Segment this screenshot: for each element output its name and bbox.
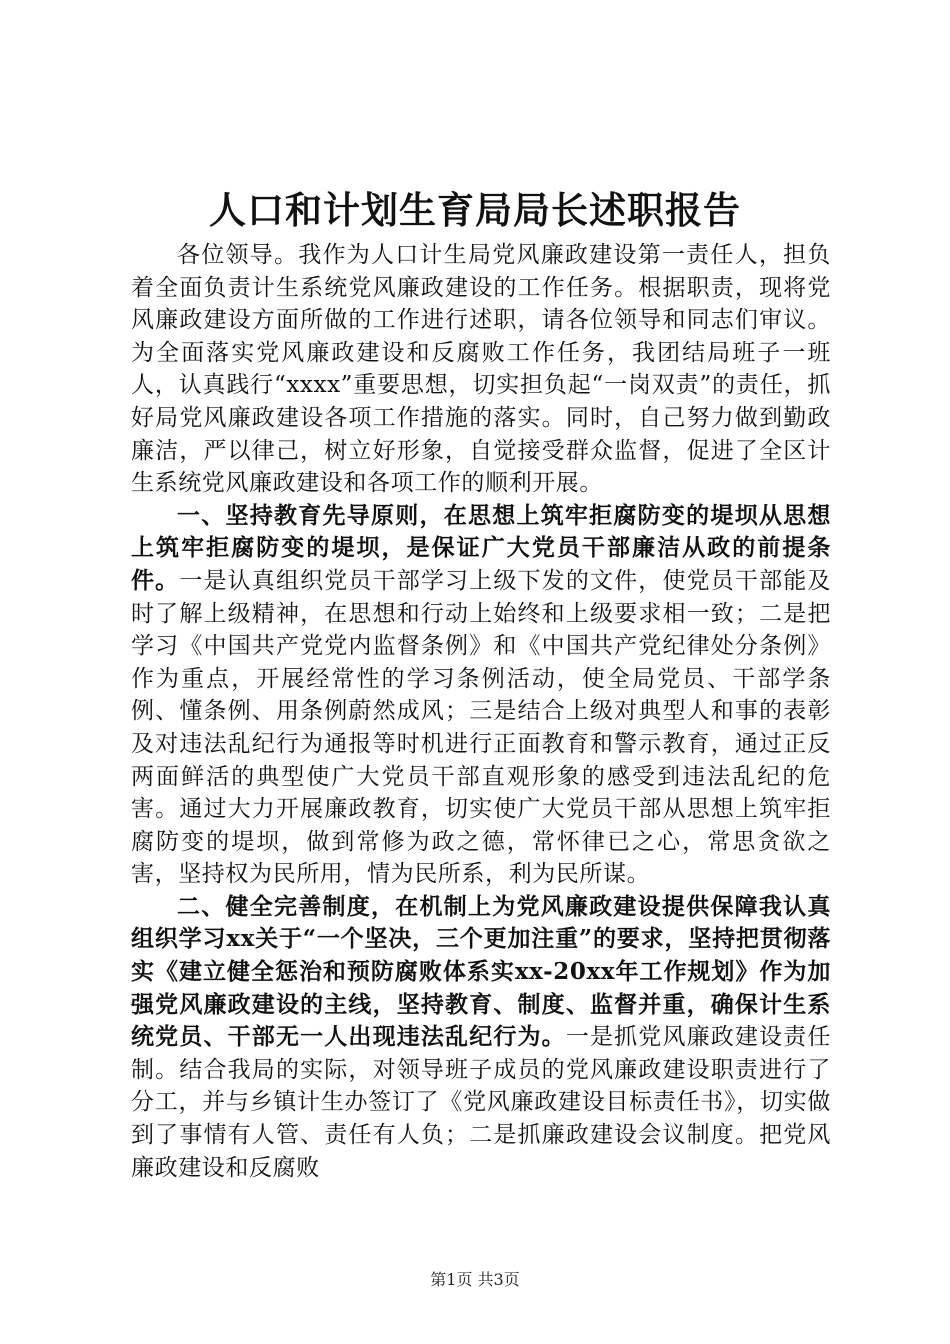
section-1-heading: 一、坚持教育先导原则，在思想上筑牢拒腐防变的堤坝从思想上筑牢拒腐防变的堤坝，是保证广大党员干部廉洁从政的前提条件。 xyxy=(131,501,831,594)
paragraph-intro xyxy=(131,239,831,500)
section-1-text: 一是认真组织党员干部学习上级下发的文件，使党员干部能及时了解上级精神，在思想和行动上始终和上级要求相一致；二是把学习《中国共产党党内监督条例》和《中国共产党纪律处分条例》作为重点，开展经常性的学习条例活动，使全局党员、干部学条例、懂条例、用条例蔚然成风；三是结合上级对典型人和事的表彰及对违法乱纪行为通报等时机进行正面教育和警示教育，通过正反两面鲜活的典型使广大党员干部直观形象的感受到违法乱纪的危害。通过大力开展廉政教育，切实使广大党员干部从思想上筑牢拒腐防变的堤坝，做到常修为政之德，常怀律已之心，常思贪欲之害，坚持权为民所用，情为民所系，利为民所谋。 xyxy=(131,567,832,888)
paragraph-section-1 xyxy=(131,500,831,891)
document-body xyxy=(131,239,831,1184)
section-2-heading: 二、健全完善制度，在机制上为党风廉政建设提供保障我认真组织学习xx关于“一个坚决，三个更加注重”的要求，坚持把贯彻落实《建立健全惩治和预防腐败体系实xx-20xx年工作规划》作为加强党风廉政建设的主线，坚持教育、制度、监督并重，确保计生系统党员、干部无一人出现违法乱纪行为。 xyxy=(131,892,831,1051)
page-footer: 第1页 共3页 xyxy=(430,1270,520,1289)
document-title: 人口和计划生育局局长述职报告 xyxy=(209,188,741,232)
paragraph-intro-text: 各位领导。我作为人口计生局党风廉政建设第一责任人，担负着全面负责计生系统党风廉政建设的工作任务。根据职责，现将党风廉政建设方面所做的工作进行述职，请各位领导和同志们审议。为全面落实党风廉政建设和反腐败工作任务，我团结局班子一班人，认真践行“xxxx”重要思想，切实担负起“一岗双责”的责任，抓好局党风廉政建设各项工作措施的落实。同时，自己努力做到勤政廉洁，严以律己，树立好形象，自觉接受群众监督，促进了全区计生系统党风廉政建设和各项工作的顺利开展。 xyxy=(131,242,831,497)
paragraph-section-2 xyxy=(131,891,831,1184)
section-2-text: 一是抓党风廉政建设责任制。结合我局的实际，对领导班子成员的党风廉政建设职责进行了分工，并与乡镇计生办签订了《党风廉政建设目标责任书》，切实做到了事情有人管、责任有人负；二是抓廉政建设会议制度。把党风廉政建设和反腐败 xyxy=(131,1024,831,1181)
